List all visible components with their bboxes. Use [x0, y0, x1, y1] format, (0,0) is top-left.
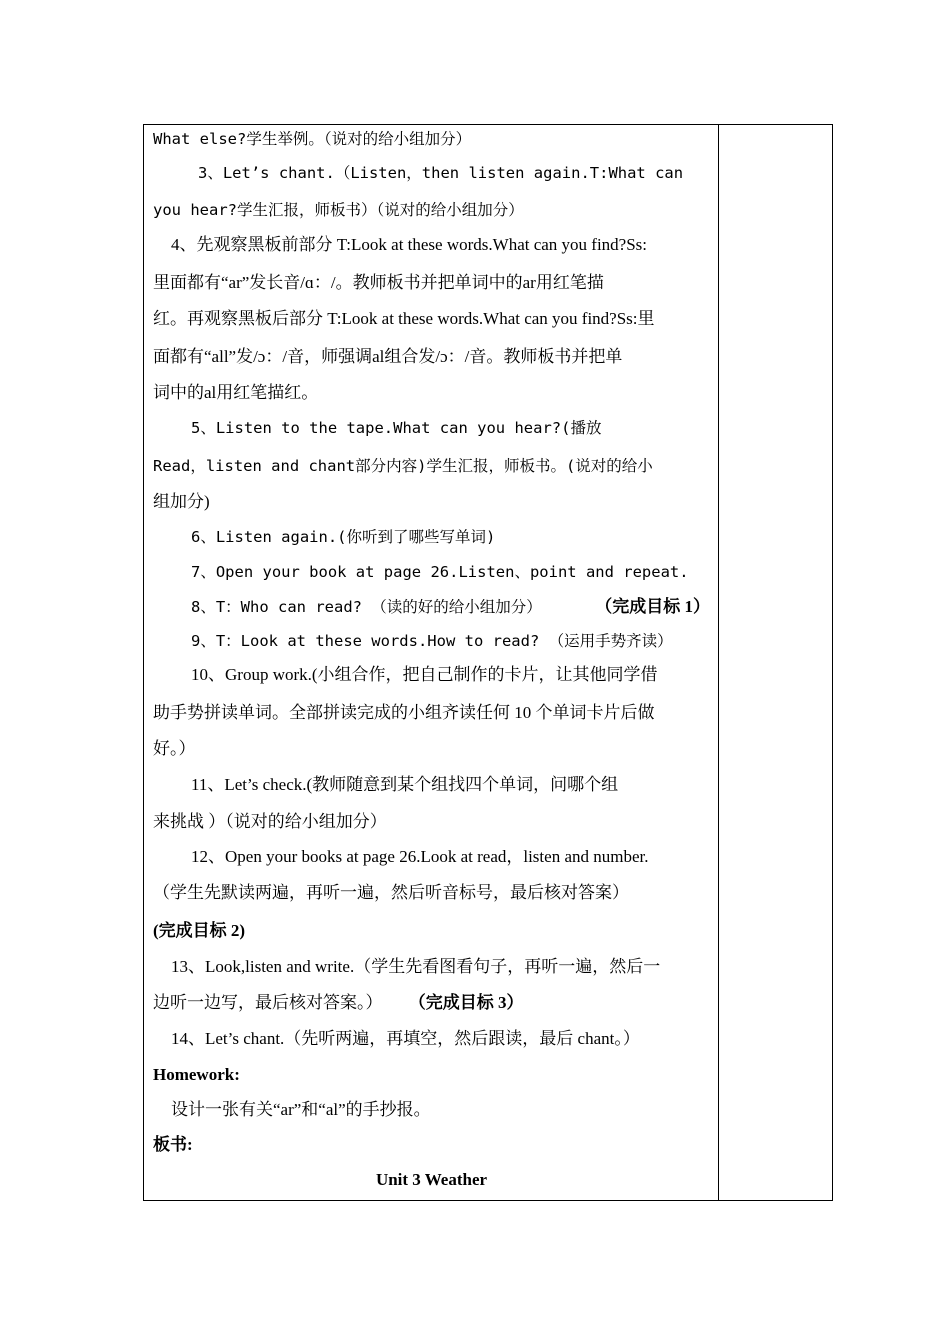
text-line: What else?学生举例。（说对的给小组加分） [153, 130, 472, 148]
text-line: 词中的al用红笔描红。 [153, 383, 319, 402]
text-segment: 8、T：Who can read? （读的好的给小组加分） [191, 598, 542, 616]
text-line: 面都有“all”发/ɔ：/音，师强调al组合发/ɔ：/音。教师板书并把单 [153, 347, 623, 366]
text-line: 9、T：Look at these words.How to read? （运用手势齐读） [191, 632, 673, 650]
text-line: 来挑战 ）（说对的给小组加分） [153, 812, 387, 831]
text-line: 组加分) [153, 492, 210, 511]
board-title: Unit 3 Weather [375, 1170, 488, 1189]
text-line: 7、Open your book at page 26.Listen、point and repeat. [191, 563, 689, 581]
text-line [153, 597, 710, 617]
text-line: 里面都有“ar”发长音/ɑ：/。教师板书并把单词中的ar用红笔描 [153, 273, 604, 292]
lesson-table [143, 124, 833, 1201]
text-line [153, 993, 710, 1013]
text-segment: 边听一边写，最后核对答案。） [153, 993, 383, 1012]
text-line: 10、Group work.(小组合作，把自己制作的卡片，让其他同学借 [191, 665, 658, 684]
goal-label: （完成目标 1） [595, 597, 710, 616]
text-line: 好。） [153, 739, 196, 758]
text-line: 6、Listen again.(你听到了哪些写单词) [191, 528, 496, 546]
text-line: 红。再观察黑板后部分 T:Look at these words.What can you find?Ss:里 [153, 309, 655, 328]
text-line: 3、Let’s chant.（Listen，then listen again.T:What can [198, 164, 684, 182]
homework-heading: Homework: [153, 1065, 240, 1084]
board-heading: 板书: [153, 1135, 193, 1154]
text-line: 4、先观察黑板前部分 T:Look at these words.What can you find?Ss: [171, 235, 648, 254]
text-line: 11、Let’s check.(教师随意到某个组找四个单词，问哪个组 [191, 775, 619, 794]
text-line: 13、Look,listen and write.（学生先看图看句子，再听一遍，然后一 [171, 957, 661, 976]
text-line: Read，listen and chant部分内容)学生汇报，师板书。(说对的给小 [153, 457, 653, 475]
lesson-content-cell [144, 125, 718, 1200]
text-line: 助手势拼读单词。全部拼读完成的小组齐读任何 10 个单词卡片后做 [153, 703, 655, 722]
goal-label: （完成目标 3） [408, 993, 524, 1012]
goal-label: (完成目标 2) [153, 921, 246, 940]
text-line: 5、Listen to the tape.What can you hear?(播放 [191, 419, 602, 437]
column-divider [718, 125, 719, 1200]
text-line: 12、Open your books at page 26.Look at read，listen and number. [191, 847, 649, 866]
text-line: you hear?学生汇报，师板书）（说对的给小组加分） [153, 201, 524, 219]
text-line: 14、Let’s chant.（先听两遍，再填空，然后跟读，最后 chant。） [171, 1029, 640, 1048]
text-line: （学生先默读两遍，再听一遍，然后听音标号，最后核对答案） [153, 883, 629, 902]
text-line: 设计一张有关“ar”和“al”的手抄报。 [171, 1100, 431, 1119]
